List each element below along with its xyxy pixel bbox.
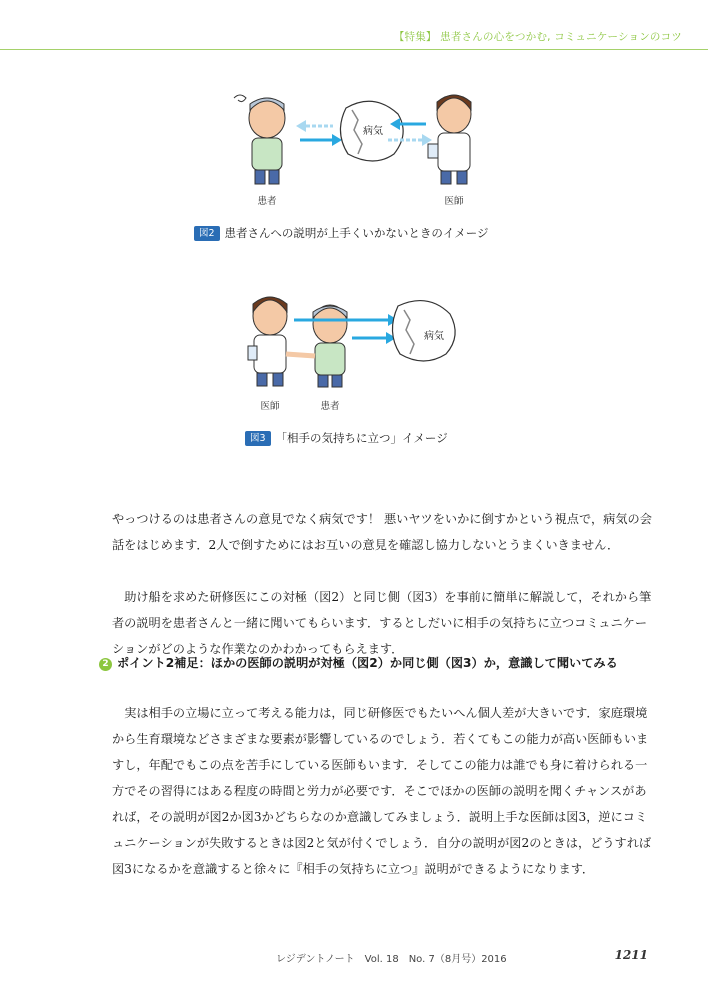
patient-figure bbox=[249, 98, 285, 184]
fig2-doctor-label: 医師 bbox=[444, 196, 464, 207]
figure-3-illustration bbox=[248, 290, 468, 395]
header-divider bbox=[0, 49, 708, 50]
doctor-figure bbox=[428, 95, 471, 184]
figure-3-caption bbox=[245, 430, 448, 446]
figure-3 bbox=[248, 290, 468, 412]
figure-2-caption-text: 患者さんへの説明が上手くいかないときのイメージ bbox=[224, 226, 489, 240]
section-heading bbox=[99, 652, 659, 675]
body-paragraph-2: 助け船を求めた研修医にこの対極（図2）と同じ側（図3）を事前に簡単に解説して，それから筆者の説明を患者さんと一緒に聞いてもらいます．するとしだいに相手の気持ちに立つコミュニケーションがどのような作業なのかわかってもらえます． bbox=[112, 590, 652, 656]
fig3-patient-label: 患者 bbox=[320, 401, 340, 412]
heading-text: ポイント2補足：ほかの医師の説明が対極（図2）か同じ側（図3）か，意識して聞いてみる bbox=[117, 656, 618, 670]
figure-2 bbox=[228, 88, 488, 207]
running-title: 【特集】 患者さんの心をつかむ, コミュニケーションのコツ bbox=[393, 31, 682, 43]
figure-3-tag: 図3 bbox=[245, 431, 271, 446]
doctor-figure bbox=[248, 297, 287, 386]
patient-figure bbox=[286, 305, 347, 387]
journal-footer: レジデントノート Vol. 18 No. 7（8月号）2016 bbox=[276, 954, 507, 965]
page-number: 1211 bbox=[614, 948, 648, 962]
fig3-disease-label: 病気 bbox=[424, 331, 444, 342]
heading-number-badge: 2 bbox=[99, 658, 112, 671]
figure-2-illustration bbox=[228, 88, 488, 198]
body-paragraph-1: やっつけるのは患者さんの意見でなく病気です！ 悪いヤツをいかに倒すかという視点で，病気の会話をはじめます．2人で倒すためにはお互いの意見を確認し協力しないとうまくいきません． bbox=[112, 512, 652, 552]
figure-3-caption-text: 「相手の気持ちに立つ」イメージ bbox=[275, 431, 448, 445]
body-paragraph-3: 実は相手の立場に立って考える能力は，同じ研修医でもたいへん個人差が大きいです．家庭環境から生育環境などさまざまな要素が影響しているのでしょう．若くてもこの能力が高い医師もいますし，年配でもこの点を苦手にしている医師もいます．そしてこの能力は誰でも身に着けられる一方でその習得にはある程度の時間と労力が必要です．そこでほかの医師の説明を聞くチャンスがあれば，その説明が図2か図3かどちらなのか意識してみましょう．説明上手な医師は図3，逆にコミュニケーションが失敗するときは図2と気が付くでしょう．自分の説明が図2のときは，どうすれば図3になるかを意識すると徐々に『相手の気持ちに立つ』説明ができるようになります． bbox=[112, 706, 652, 876]
figure-2-tag: 図2 bbox=[194, 226, 220, 241]
figure-2-caption bbox=[194, 225, 488, 241]
fig2-disease-label: 病気 bbox=[363, 126, 383, 137]
fig2-patient-label: 患者 bbox=[257, 196, 277, 207]
fig3-doctor-label: 医師 bbox=[260, 401, 280, 412]
dizzy-icon bbox=[234, 95, 246, 102]
